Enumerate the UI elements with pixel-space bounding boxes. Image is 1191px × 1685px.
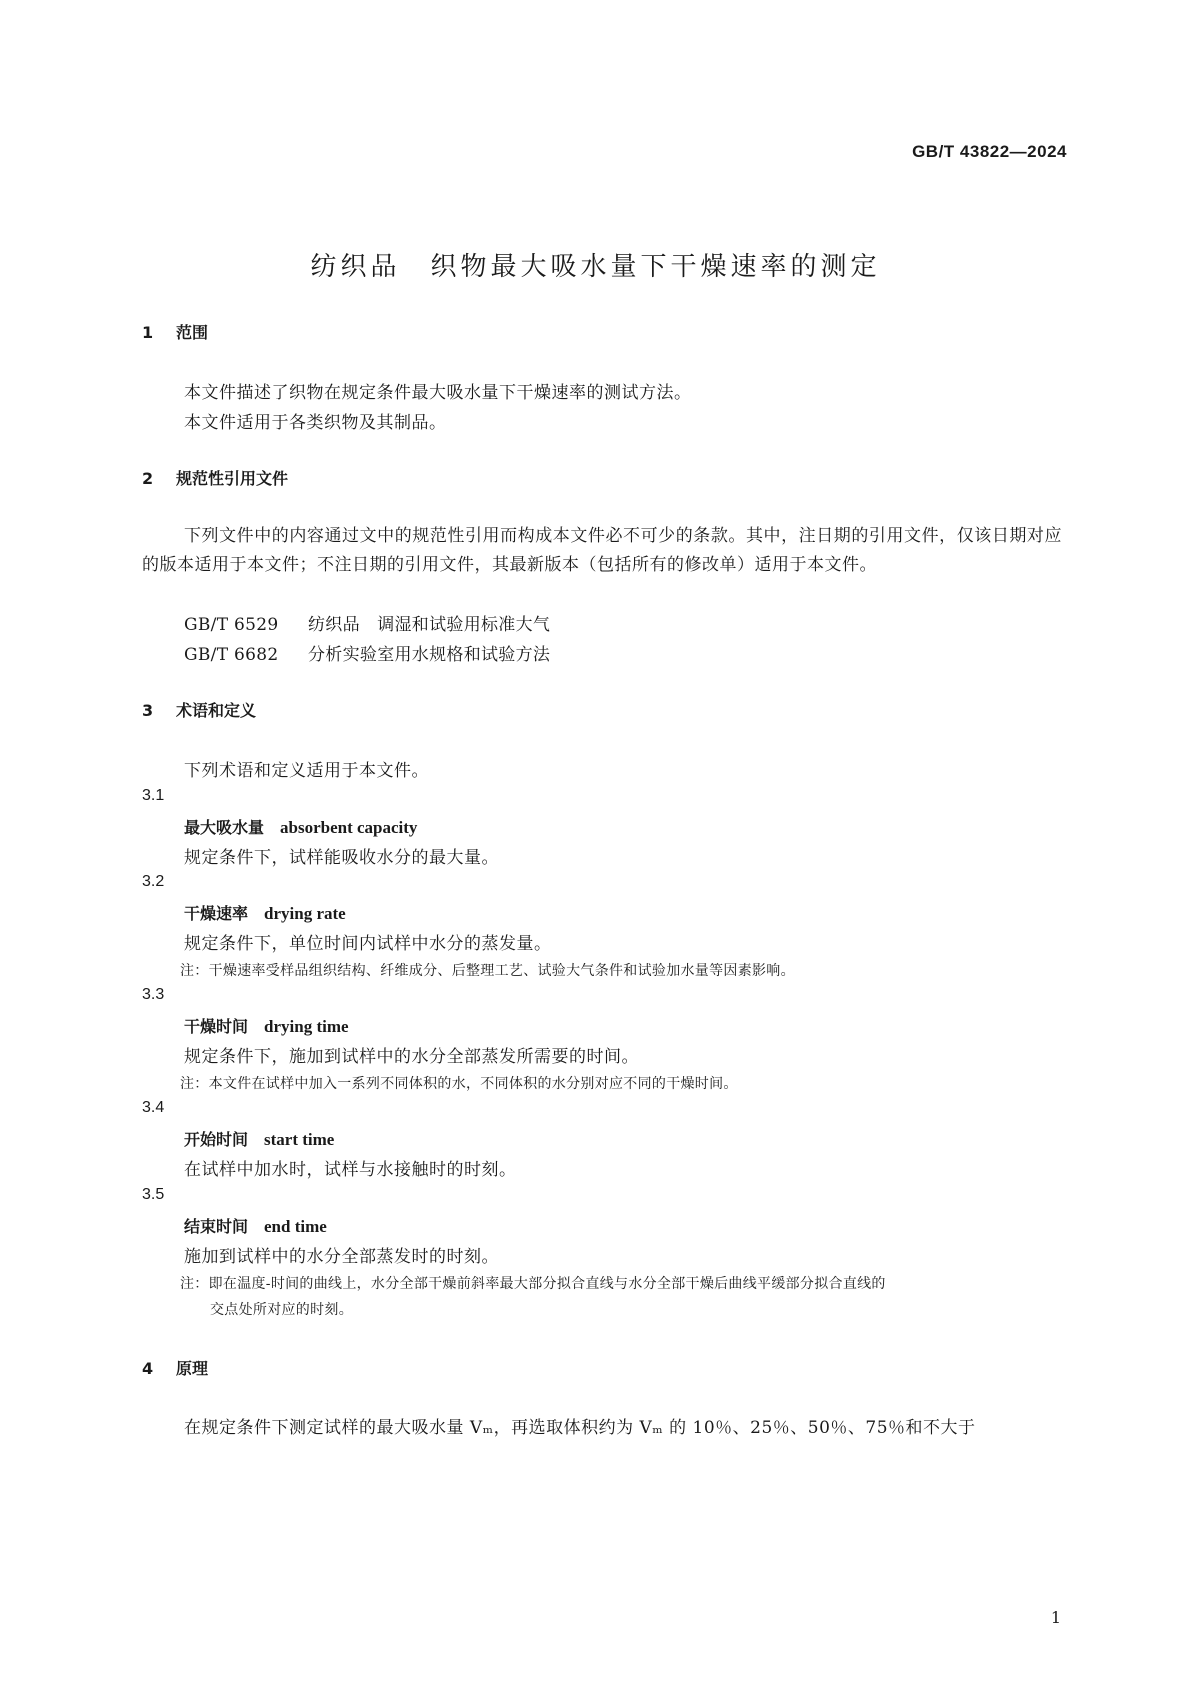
term-cn: 最大吸水量: [184, 818, 265, 837]
term-definition: 规定条件下，单位时间内试样中水分的蒸发量。: [184, 934, 552, 954]
section-3-heading: [142, 698, 256, 721]
term-number: 3.2: [142, 873, 165, 890]
section-number: 1: [142, 323, 154, 342]
normative-reference: [184, 610, 550, 635]
term-heading: [184, 1214, 327, 1237]
term-note: 注：干燥速率受样品组织结构、纤维成分、后整理工艺、试验大气条件和试验加水量等因素影响。: [180, 963, 795, 979]
term-number: 3.1: [142, 787, 165, 804]
term-heading: [184, 1014, 349, 1037]
note-line: 交点处所对应的时刻。: [210, 1302, 353, 1318]
note-line: 注：即在温度-时间的曲线上，水分全部干燥前斜率最大部分拟合直线与水分全部干燥后曲线平缓部分拟合直线的: [180, 1276, 886, 1292]
section-title: 术语和定义: [176, 701, 257, 720]
term-definition: 规定条件下，试样能吸收水分的最大量。: [184, 848, 499, 868]
section-3-intro: 下列术语和定义适用于本文件。: [184, 761, 429, 781]
term-definition: 施加到试样中的水分全部蒸发时的时刻。: [184, 1247, 499, 1267]
term-cn: 结束时间: [184, 1217, 249, 1236]
term-number: 3.5: [142, 1186, 165, 1203]
term-cn: 开始时间: [184, 1130, 249, 1149]
term-en: drying rate: [264, 904, 346, 923]
term-en: start time: [264, 1130, 335, 1149]
document-number: GB/T 43822—2024: [912, 142, 1067, 161]
term-definition: 规定条件下，施加到试样中的水分全部蒸发所需要的时间。: [184, 1047, 639, 1067]
section-2-heading: [142, 466, 288, 489]
reference-code: GB/T 6682: [184, 645, 279, 665]
term-en: absorbent capacity: [280, 818, 418, 837]
section-number: 2: [142, 469, 154, 488]
page-number: 1: [1050, 1608, 1061, 1627]
section-2-paragraph: 下列文件中的内容通过文中的规范性引用而构成本文件必不可少的条款。其中，注日期的引用文件，仅该日期对应的版本适用于本文件；不注日期的引用文件，其最新版本（包括所有的修改单）适用于本文件。: [142, 526, 1062, 575]
term-cn: 干燥时间: [184, 1017, 249, 1036]
term-number: 3.3: [142, 986, 165, 1003]
section-1-heading: [142, 320, 208, 343]
section-1-paragraph-1: 本文件描述了织物在规定条件最大吸水量下干燥速率的测试方法。: [184, 383, 692, 403]
term-cn: 干燥速率: [184, 904, 249, 923]
normative-reference: [184, 640, 550, 665]
document-title: 纺织品 织物最大吸水量下干燥速率的测定: [310, 252, 881, 282]
section-title: 规范性引用文件: [176, 469, 289, 488]
section-number: 3: [142, 701, 154, 720]
term-en: end time: [264, 1217, 327, 1236]
section-title: 范围: [176, 323, 209, 342]
term-definition: 在试样中加水时，试样与水接触时的时刻。: [184, 1160, 517, 1180]
reference-title: 纺织品 调湿和试验用标准大气: [308, 615, 551, 635]
section-number: 4: [142, 1359, 154, 1378]
section-1-paragraph-2: 本文件适用于各类织物及其制品。: [184, 413, 447, 433]
term-en: drying time: [264, 1017, 349, 1036]
reference-title: 分析实验室用水规格和试验方法: [308, 645, 551, 665]
reference-code: GB/T 6529: [184, 615, 279, 635]
section-4-heading: [142, 1356, 208, 1379]
term-heading: [184, 815, 417, 838]
term-note: 注：本文件在试样中加入一系列不同体积的水，不同体积的水分别对应不同的干燥时间。: [180, 1076, 738, 1092]
term-note: [180, 1271, 1060, 1323]
section-4-paragraph: 在规定条件下测定试样的最大吸水量 Vₘ，再选取体积约为 Vₘ 的 10％、25％、50％、75％和不大于: [184, 1418, 976, 1438]
term-heading: [184, 1127, 334, 1150]
section-title: 原理: [176, 1359, 209, 1378]
term-heading: [184, 901, 346, 924]
term-number: 3.4: [142, 1099, 165, 1116]
